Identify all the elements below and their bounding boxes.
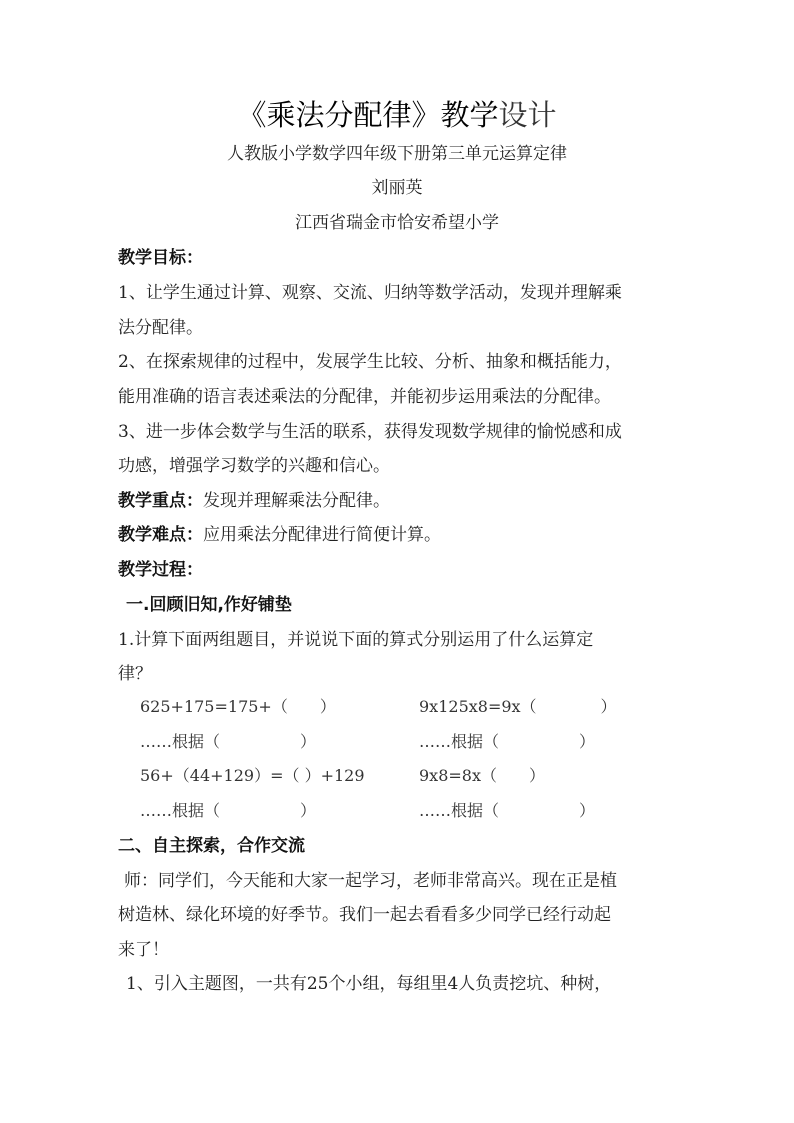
difficulty [118, 524, 441, 546]
objective-1-line-1: 1、让学生通过计算、观察、交流、归纳等数学活动，发现并理解乘 [118, 283, 622, 303]
equation-3: 56+（44+129）=（ ）+129 [140, 766, 365, 785]
document-title [0, 97, 794, 133]
title-tail: 设计 [498, 98, 557, 132]
objectives-heading: 教学目标： [118, 248, 203, 268]
key-point-label: 教学重点： [118, 491, 203, 511]
key-point-text: 发现并理解乘法分配律。 [203, 491, 390, 511]
objective-3-line-2: 功感，增强学习数学的兴趣和信心。 [118, 456, 390, 476]
section-2-item-1: 1、引入主题图，一共有25个小组，每组里4人负责挖坑、种树， [126, 974, 612, 994]
section-1-question-line-2: 律？ [118, 664, 152, 684]
equation-1: 625+175=175+（ ） [140, 697, 336, 716]
basis-2: ……根据（ ） [419, 732, 596, 751]
author-name: 刘丽英 [371, 178, 423, 198]
section-1-question-line-1: 1.计算下面两组题目，并说说下面的算式分别运用了什么运算定 [118, 630, 594, 650]
equation-2: 9x125x8=9x（ ） [419, 697, 617, 716]
basis-3: ……根据（ ） [140, 801, 317, 820]
title-main: 《乘法分配律》教学 [237, 98, 499, 132]
school-name: 江西省瑞金市恰安希望小学 [295, 213, 499, 233]
objective-2-line-1: 2、在探索规律的过程中，发展学生比较、分析、抽象和概括能力， [118, 352, 622, 372]
basis-1: ……根据（ ） [140, 732, 317, 751]
difficulty-text: 应用乘法分配律进行简便计算。 [203, 525, 441, 545]
objective-3-line-1: 3、进一步体会数学与生活的联系，获得发现数学规律的愉悦感和成 [118, 422, 622, 442]
section-1-heading: 一.回顾旧知,作好铺垫 [126, 595, 292, 615]
teacher-line-2: 树造林、绿化环境的好季节。我们一起去看看多少同学已经行动起 [118, 905, 611, 925]
section-2-heading: 二、自主探索，合作交流 [118, 836, 305, 856]
teacher-line-3: 来了！ [118, 940, 169, 960]
teacher-line-1: 师：同学们，今天能和大家一起学习，老师非常高兴。现在正是植 [124, 871, 617, 891]
objective-2-line-2: 能用准确的语言表述乘法的分配律，并能初步运用乘法的分配律。 [118, 387, 611, 407]
equation-4: 9x8=8x（ ） [419, 766, 545, 785]
difficulty-label: 教学难点： [118, 525, 203, 545]
objective-1-line-2: 法分配律。 [118, 318, 203, 338]
subtitle: 人教版小学数学四年级下册第三单元运算定律 [227, 144, 567, 164]
basis-4: ……根据（ ） [419, 801, 596, 820]
process-heading: 教学过程： [118, 560, 203, 580]
key-point [118, 490, 390, 512]
